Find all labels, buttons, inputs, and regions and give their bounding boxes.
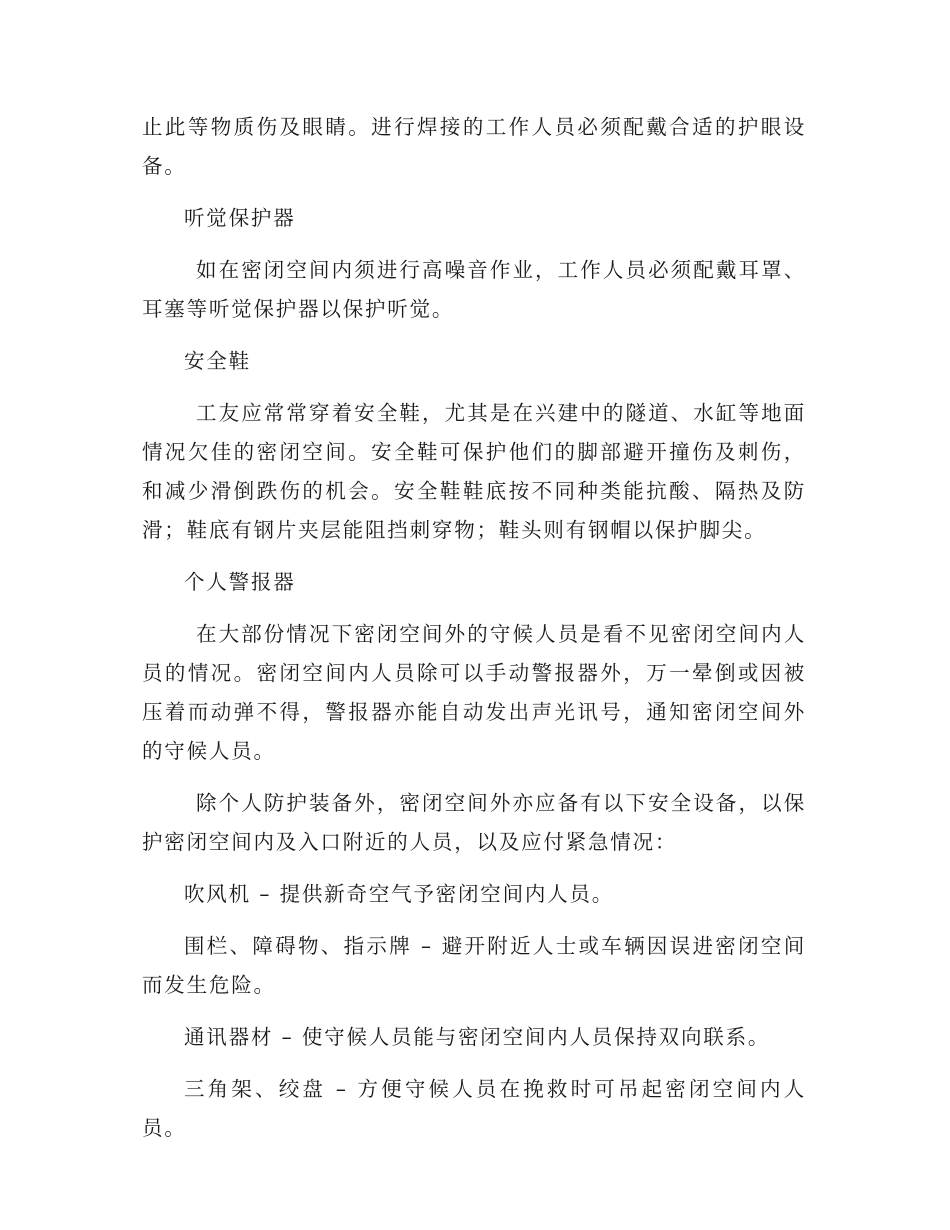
paragraph-safety-shoes: 工友应常常穿着安全鞋，尤其是在兴建中的隧道、水缸等地面情况欠佳的密闭空间。安全鞋可保护他们的脚部避开撞伤及刺伤，和减少滑倒跌伤的机会。安全鞋鞋底按不同种类能抗酸、隔热及防滑；鞋底有钢片夹层能阻挡刺穿物；鞋头则有钢帽以保护脚尖。 bbox=[142, 401, 806, 542]
item-tripod-winch: 三角架、绞盘 – 方便守候人员在挽救时可吊起密闭空间内人员。 bbox=[142, 1077, 806, 1140]
paragraph-personal-alarm: 在大部份情况下密闭空间外的守候人员是看不见密闭空间内人员的情况。密闭空间内人员除可以手动警报器外，万一晕倒或因被压着而动弹不得，警报器亦能自动发出声光讯号，通知密闭空间外的守候人员。 bbox=[142, 622, 806, 763]
document-body bbox=[142, 108, 806, 1148]
paragraph-eye-protection-continued: 止此等物质伤及眼睛。进行焊接的工作人员必须配戴合适的护眼设备。 bbox=[142, 115, 806, 178]
heading-personal-alarm: 个人警报器 bbox=[184, 570, 296, 594]
item-blower: 吹风机 – 提供新奇空气予密闭空间内人员。 bbox=[184, 882, 615, 906]
item-barriers-signs: 围栏、障碍物、指示牌 – 避开附近人士或车辆因误进密闭空间而发生危险。 bbox=[142, 934, 806, 997]
paragraph-safety-equipment-intro: 除个人防护装备外，密闭空间外亦应备有以下安全设备，以保护密闭空间内及入口附近的人员，以及应付紧急情况： bbox=[142, 791, 806, 854]
item-communication-equipment: 通讯器材 – 使守候人员能与密闭空间内人员保持双向联系。 bbox=[184, 1025, 771, 1049]
heading-hearing-protector: 听觉保护器 bbox=[184, 206, 296, 230]
heading-safety-shoes: 安全鞋 bbox=[184, 349, 251, 373]
paragraph-hearing-protector: 如在密闭空间内须进行高噪音作业，工作人员必须配戴耳罩、耳塞等听觉保护器以保护听觉。 bbox=[142, 258, 806, 321]
